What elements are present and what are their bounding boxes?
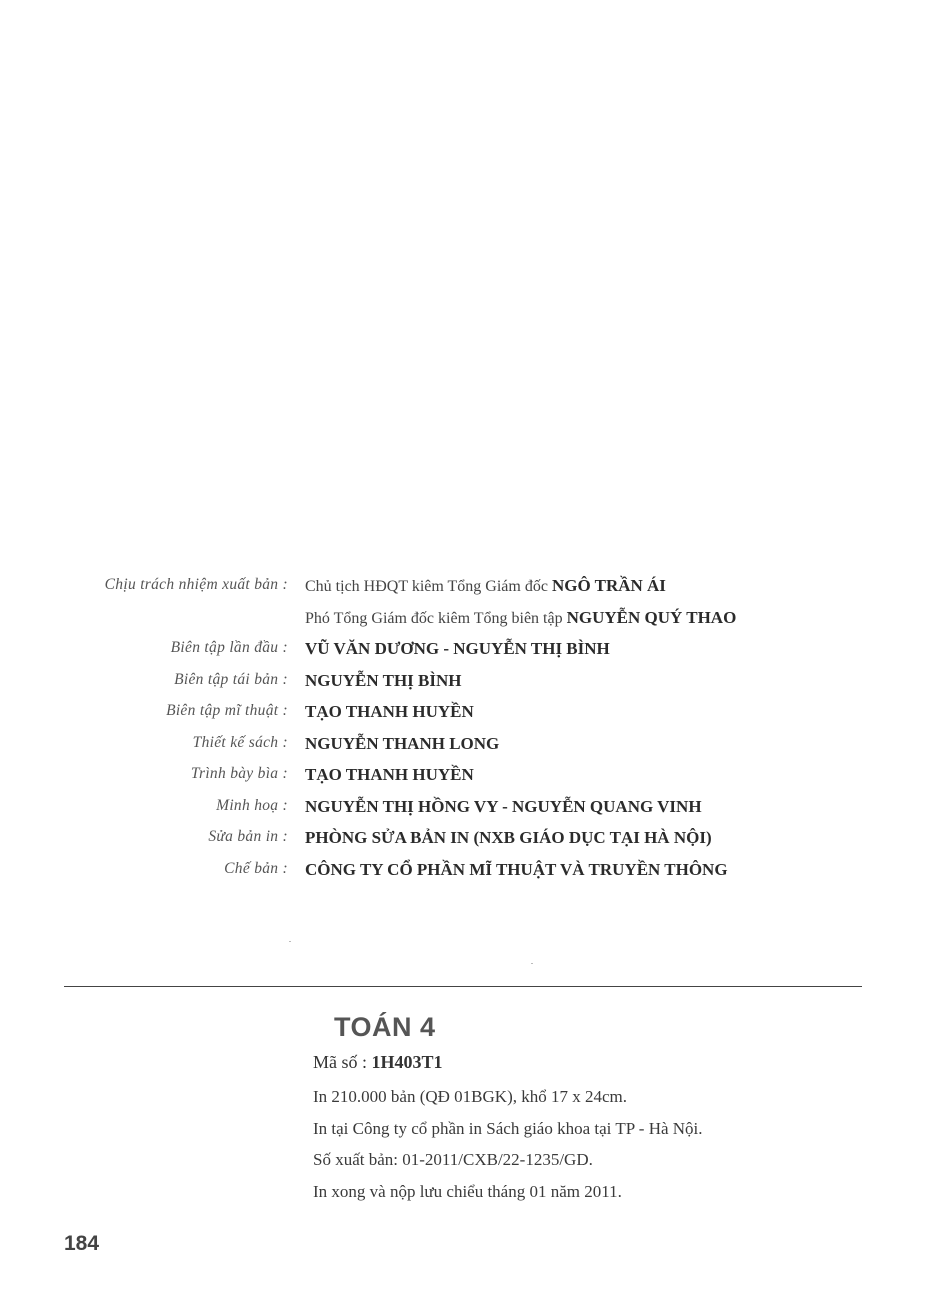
credit-value xyxy=(305,671,462,691)
book-title: TOÁN 4 xyxy=(334,1012,436,1042)
publication-number-line: Số xuất bản: 01-2011/CXB/22-1235/GD. xyxy=(313,1150,593,1169)
credit-value xyxy=(305,797,702,817)
credit-label: Sửa bản in : xyxy=(208,828,288,845)
credit-value xyxy=(305,639,610,659)
credit-name: CÔNG TY CỔ PHẦN MĨ THUẬT VÀ TRUYỀN THÔNG xyxy=(305,859,728,879)
print-run-line: In 210.000 bản (QĐ 01BGK), khổ 17 x 24cm. xyxy=(313,1087,627,1106)
credits-block xyxy=(0,576,934,891)
print-speck xyxy=(289,941,291,942)
credit-value xyxy=(305,828,712,848)
credit-name: TẠO THANH HUYỀN xyxy=(305,702,474,721)
credit-row-book-design xyxy=(0,734,934,766)
credit-label: Thiết kế sách : xyxy=(192,733,288,751)
deposit-date-line: In xong và nộp lưu chiểu tháng 01 năm 2011. xyxy=(313,1181,622,1201)
credit-name: NGUYỄN THỊ HỒNG VY - NGUYỄN QUANG VINH xyxy=(305,796,702,816)
credit-label: Biên tập tái bản : xyxy=(174,670,288,688)
credit-value xyxy=(305,608,736,628)
credit-name: NGÔ TRẦN ÁI xyxy=(551,576,666,595)
credit-label: Chế bản : xyxy=(224,859,288,877)
credit-label: Trình bày bìa : xyxy=(190,765,288,782)
print-speck xyxy=(531,963,533,964)
credit-role: Phó Tổng Giám đốc kiêm Tổng biên tập xyxy=(305,609,567,627)
page-number: 184 xyxy=(64,1232,100,1255)
credit-role: Chủ tịch HĐQT kiêm Tổng Giám đốc xyxy=(305,578,552,595)
credit-row-cover-layout xyxy=(0,765,934,797)
credit-label: Minh hoạ : xyxy=(216,796,288,814)
credit-row-typesetting xyxy=(0,860,934,892)
credit-row-art-editor xyxy=(0,702,934,734)
credit-row-first-editor xyxy=(0,639,934,671)
credit-value xyxy=(305,702,474,722)
book-code-label: Mã số : xyxy=(313,1052,372,1072)
credit-value xyxy=(305,734,499,754)
credit-label: Biên tập mĩ thuật : xyxy=(166,702,288,719)
book-code xyxy=(313,1052,443,1073)
credit-row-publisher-responsible xyxy=(0,576,934,608)
printing-info xyxy=(313,1086,703,1212)
credit-value xyxy=(305,576,666,596)
credit-row-deputy-director xyxy=(0,608,934,640)
credit-name: NGUYỄN THỊ BÌNH xyxy=(305,670,462,690)
credit-name: PHÒNG SỬA BẢN IN (NXB GIÁO DỤC TẠI HÀ NỘI) xyxy=(305,828,712,847)
credit-row-proofreading xyxy=(0,828,934,860)
credit-label: Biên tập lần đầu : xyxy=(170,639,288,656)
credit-name: NGUYỄN THANH LONG xyxy=(305,733,500,753)
credit-name: VŨ VĂN DƯƠNG - NGUYỄN THỊ BÌNH xyxy=(305,639,610,658)
section-divider xyxy=(64,986,862,987)
credit-name: NGUYỄN QUÝ THAO xyxy=(566,607,737,627)
credit-name: TẠO THANH HUYỀN xyxy=(305,765,474,784)
credit-row-reprint-editor xyxy=(0,671,934,703)
book-code-value: 1H403T1 xyxy=(371,1052,443,1072)
credit-row-illustration xyxy=(0,797,934,829)
credit-label: Chịu trách nhiệm xuất bản : xyxy=(104,576,288,593)
credit-value xyxy=(305,860,728,880)
credit-value xyxy=(305,765,474,785)
printer-line: In tại Công ty cổ phần in Sách giáo khoa tại TP - Hà Nội. xyxy=(313,1118,703,1138)
